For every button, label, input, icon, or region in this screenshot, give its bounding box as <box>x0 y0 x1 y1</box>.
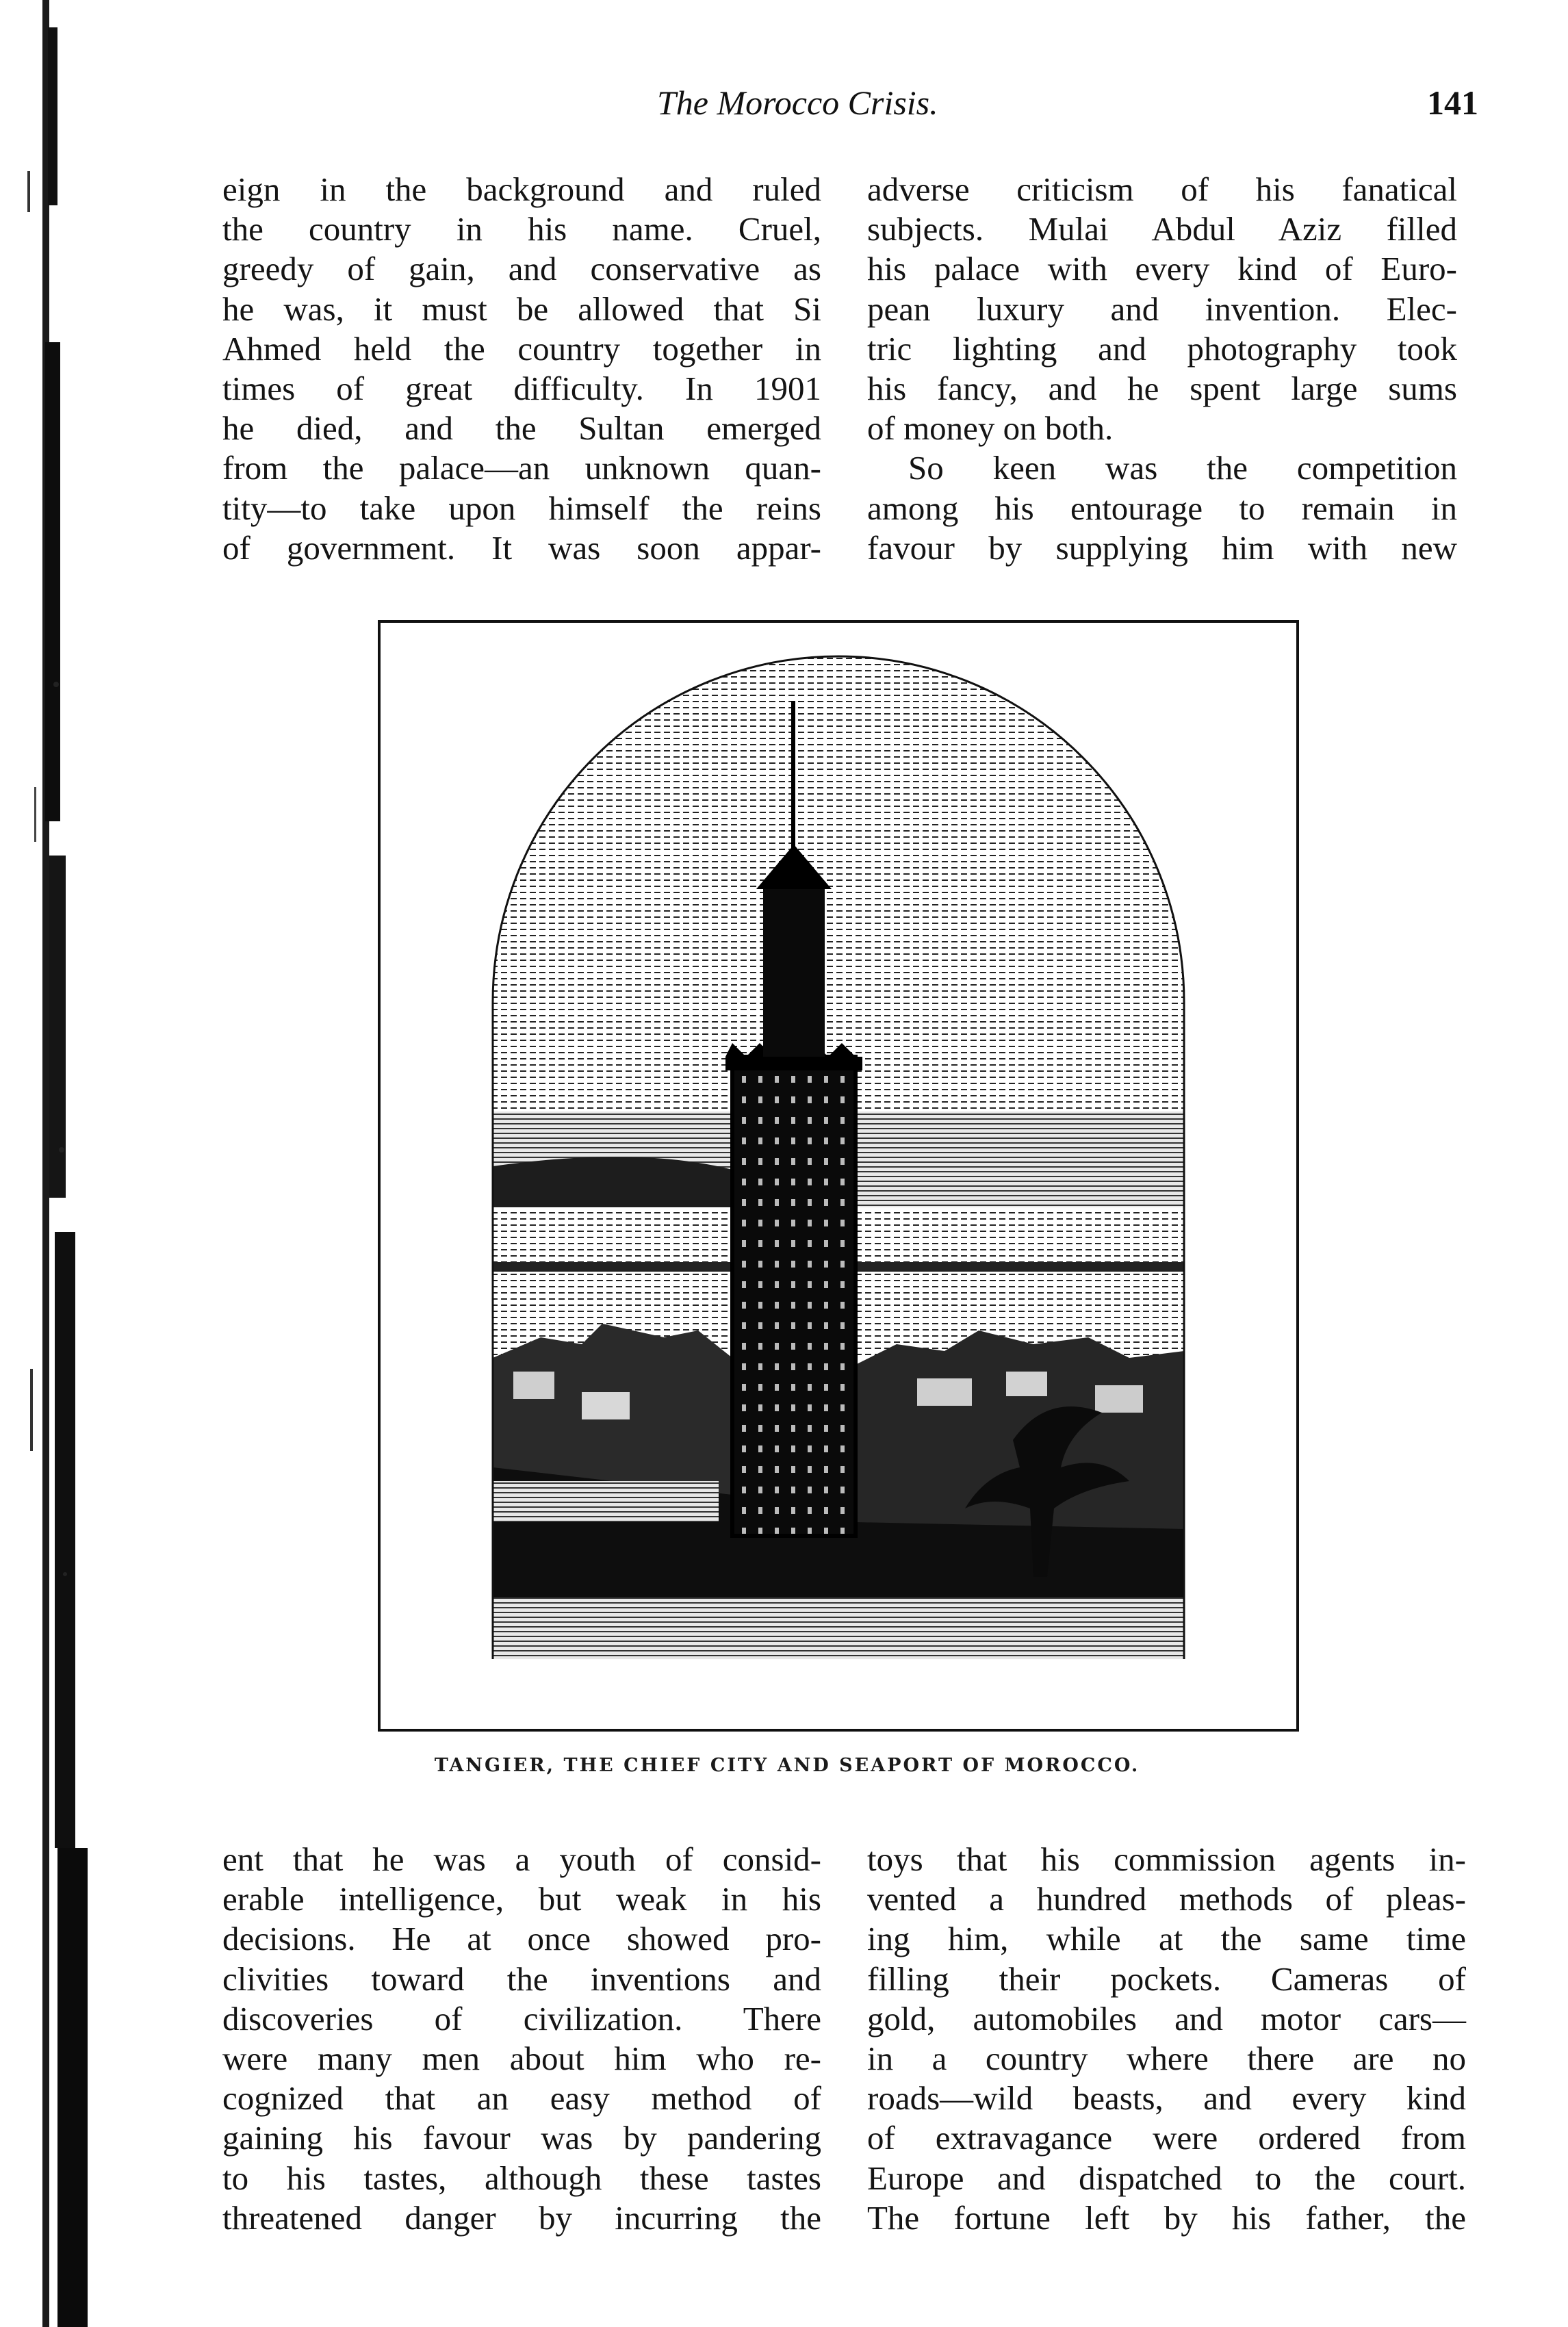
text-line: ing him, while at the same time <box>867 1920 1466 1958</box>
text-line: times of great difficulty. In 1901 <box>222 370 821 408</box>
column-bottom-right <box>867 1840 1466 2238</box>
text-line: tity—to take upon himself the reins <box>222 489 821 527</box>
text-line: cognized that an easy method of <box>222 2079 821 2118</box>
text-line: were many men about him who re- <box>222 2040 821 2078</box>
text-line: of extravagance were ordered from <box>867 2119 1466 2157</box>
text-line: discoveries of civilization. There <box>222 1999 821 2037</box>
text-line: subjects. Mulai Abdul Aziz filled <box>867 210 1457 248</box>
text-line: tric lighting and photography took <box>867 329 1457 368</box>
text-line: his palace with every kind of Euro- <box>867 250 1457 288</box>
text-line: his fancy, and he spent large sums <box>867 370 1457 408</box>
text-line: eign in the background and ruled <box>222 170 821 208</box>
text-line: filling their pockets. Cameras of <box>867 1959 1466 1998</box>
text-line: of government. It was soon appar- <box>222 528 821 567</box>
text-line: pean luxury and invention. Elec- <box>867 290 1457 328</box>
figure-tangier <box>376 619 1300 1733</box>
text-line: among his entourage to remain in <box>867 489 1457 527</box>
scan-edge-artifact <box>0 0 103 2327</box>
text-line: the country in his name. Cruel, <box>222 210 821 248</box>
text-line: Europe and dispatched to the court. <box>867 2159 1466 2197</box>
text-line: The fortune left by his father, the <box>867 2198 1466 2237</box>
text-line: adverse criticism of his fanatical <box>867 170 1457 208</box>
text-line: Ahmed held the country together in <box>222 329 821 368</box>
text-line: threatened danger by incurring the <box>222 2198 821 2237</box>
text-line: favour by supplying him with new <box>867 528 1457 567</box>
text-line: gaining his favour was by pandering <box>222 2119 821 2157</box>
page-number: 141 <box>1427 83 1478 122</box>
text-line: erable intelligence, but weak in his <box>222 1880 821 1918</box>
engraving-of-tangier-tower-icon <box>376 619 1300 1733</box>
text-line: clivities toward the inventions and <box>222 1959 821 1998</box>
text-line: from the palace—an unknown quan- <box>222 449 821 487</box>
text-line: to his tastes, although these tastes <box>222 2159 821 2197</box>
text-line: of money on both. <box>867 409 1114 448</box>
text-line: in a country where there are no <box>867 2040 1466 2078</box>
column-top-right <box>867 170 1457 568</box>
text-line: gold, automobiles and motor cars— <box>867 1999 1466 2037</box>
figure-caption: TANGIER, THE CHIEF CITY AND SEAPORT OF MOROCCO. <box>434 1755 1140 1776</box>
text-line: So keen was the competition <box>908 449 1457 487</box>
running-header <box>657 82 1478 137</box>
text-line: roads—wild beasts, and every kind <box>867 2079 1466 2118</box>
text-line: he died, and the Sultan emerged <box>222 409 821 448</box>
text-line: ent that he was a youth of consid- <box>222 1840 821 1878</box>
text-line: toys that his commission agents in- <box>867 1840 1466 1878</box>
text-line: greedy of gain, and conservative as <box>222 250 821 288</box>
column-bottom-left <box>222 1840 821 2238</box>
text-line: decisions. He at once showed pro- <box>222 1920 821 1958</box>
column-top-left <box>222 170 821 568</box>
running-title: The Morocco Crisis. <box>657 83 938 122</box>
text-line: he was, it must be allowed that Si <box>222 290 821 328</box>
text-line: vented a hundred methods of pleas- <box>867 1880 1466 1918</box>
